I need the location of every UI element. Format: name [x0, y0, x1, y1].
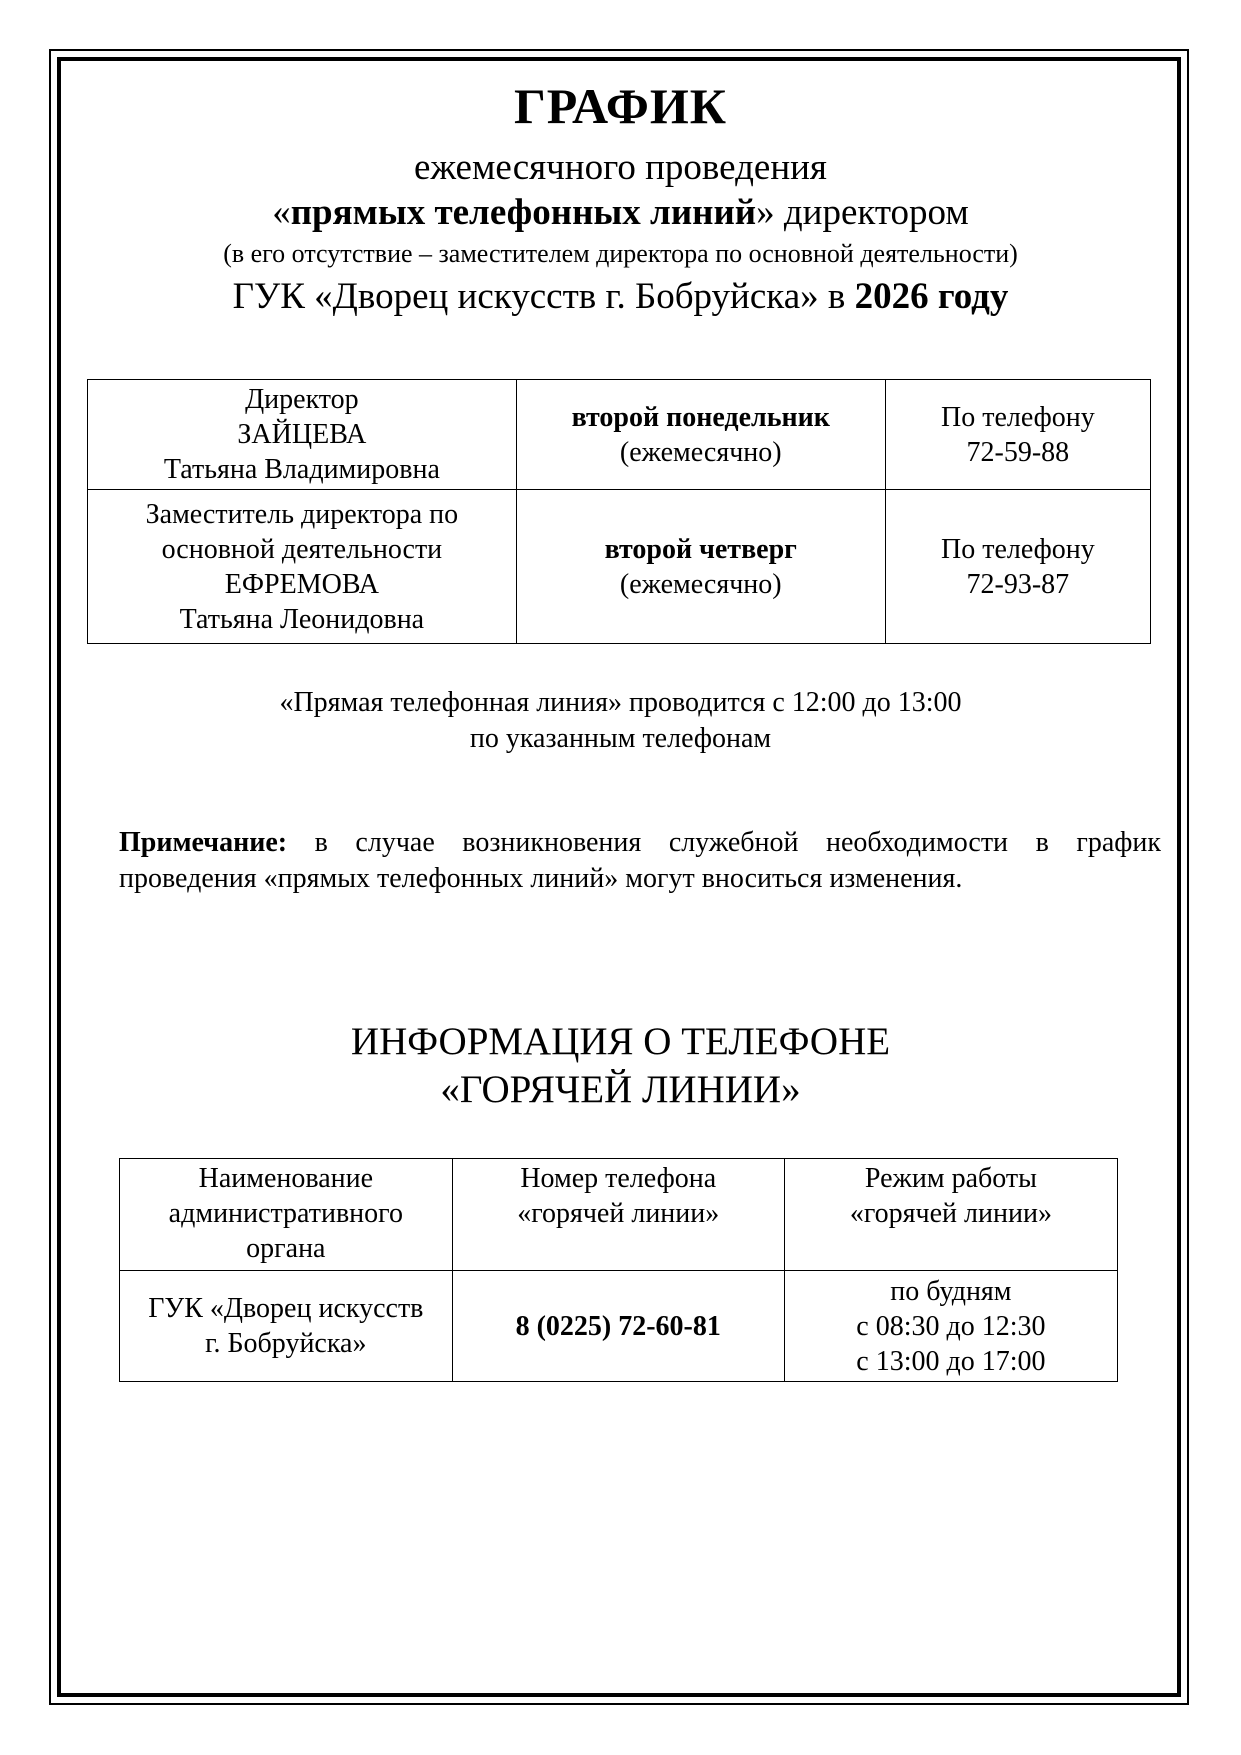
hotline-title-line-2: «ГОРЯЧЕЙ ЛИНИИ» [440, 1068, 801, 1111]
day-cell [516, 490, 885, 644]
header-text: органа [246, 1233, 326, 1264]
time-note-line-1: «Прямая телефонная линия» проводится с 12:00 до 13:00 [279, 687, 962, 718]
hotline-phone: 8 (0225) 72-60-81 [515, 1310, 721, 1342]
header-text: «горячей линии» [849, 1198, 1052, 1229]
header-text: Номер телефона [520, 1163, 717, 1194]
schedule-table [87, 379, 1151, 644]
person-surname: ЗАЙЦЕВА [237, 419, 367, 450]
column-header-phone [452, 1159, 784, 1271]
phone-label: По телефону [940, 533, 1095, 565]
subtitle-line-1: ежемесячного проведения [414, 147, 827, 188]
remark-line-1 [119, 825, 1161, 861]
person-name: Татьяна Леонидовна [179, 603, 425, 635]
subtitle-line-2 [0, 191, 1241, 235]
subtitle-note: (в его отсутствие – заместителем директора по основной деятельности) [223, 239, 1018, 268]
table-row [120, 1271, 1118, 1382]
header-text: Наименование [198, 1163, 374, 1194]
schedule-day: второй понедельник [571, 401, 830, 433]
phone-number: 72-59-88 [966, 436, 1070, 468]
page-title: ГРАФИК [513, 78, 727, 134]
phone-cell [885, 380, 1150, 490]
column-header-hours [784, 1159, 1117, 1271]
table-row [88, 380, 1151, 490]
person-cell [88, 490, 517, 644]
day-cell [516, 380, 885, 490]
hotline-table [119, 1158, 1118, 1382]
hours-days: по будням [890, 1275, 1012, 1307]
subtitle-line-2-rest: » директором [756, 192, 969, 233]
person-role: Директор [245, 384, 359, 415]
column-header-organization [120, 1159, 453, 1271]
organization-cell [120, 1271, 453, 1382]
hours-morning: с 08:30 до 12:30 [856, 1310, 1046, 1342]
phone-cell [885, 490, 1150, 644]
schedule-day: второй четверг [604, 533, 797, 565]
organization-city: г. Бобруйска» [205, 1328, 367, 1359]
phone-number: 72-93-87 [966, 568, 1070, 600]
header-text: Режим работы [864, 1163, 1037, 1194]
remark-label: Примечание: [119, 827, 288, 858]
phone-label: По телефону [940, 401, 1095, 433]
organization-name: ГУК «Дворец искусств [148, 1293, 424, 1324]
hours-afternoon: с 13:00 до 17:00 [856, 1345, 1046, 1377]
person-role: Заместитель директора по [145, 498, 459, 530]
header-text: административного [168, 1198, 403, 1229]
person-surname: ЕФРЕМОВА [224, 568, 379, 600]
remark-line-2: проведения «прямых телефонных линий» могут вноситься изменения. [119, 863, 963, 894]
hotline-title-line-1: ИНФОРМАЦИЯ О ТЕЛЕФОНЕ [350, 1020, 891, 1063]
time-note-line-2: по указанным телефонам [469, 723, 772, 754]
remark-paragraph [119, 825, 1161, 897]
header-text: «горячей линии» [517, 1198, 720, 1229]
person-name: Татьяна Владимировна [163, 454, 440, 485]
year-bold: 2026 году [854, 276, 1009, 317]
hotline-phone-cell [452, 1271, 784, 1382]
hours-cell [784, 1271, 1117, 1382]
subtitle-line-4 [0, 275, 1241, 319]
schedule-frequency: (ежемесячно) [619, 568, 782, 600]
organization-year-text: ГУК «Дворец искусств г. Бобруйска» в [232, 276, 855, 317]
person-role-cont: основной деятельности [161, 533, 443, 565]
remark-text-1: в случае возникновения служебной необходимости в график [287, 827, 1161, 858]
table-header-row [120, 1159, 1118, 1271]
table-row [88, 490, 1151, 644]
subtitle-bold-phrase: прямых телефонных линий [290, 192, 757, 233]
schedule-frequency: (ежемесячно) [619, 436, 782, 468]
person-cell [88, 380, 517, 490]
open-quote: « [272, 192, 291, 233]
